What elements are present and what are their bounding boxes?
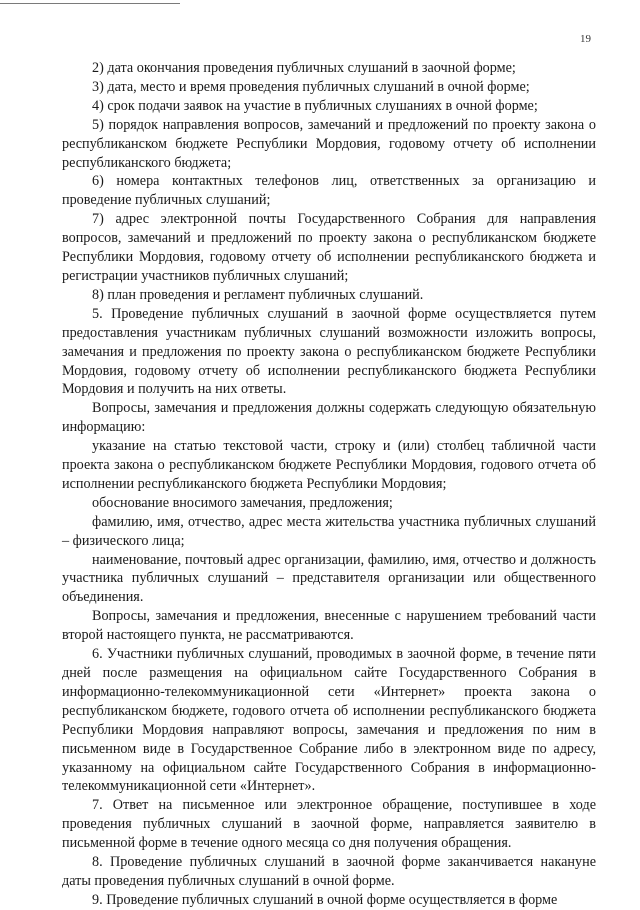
scan-edge-line xyxy=(0,3,180,4)
paragraph-individual-info: фамилию, имя, отчество, адрес места жительства участника публичных слушаний – физического лица; xyxy=(62,513,596,549)
paragraph-item-6: 6) номера контактных телефонов лиц, ответственных за организацию и проведение публичных слушаний; xyxy=(62,173,596,209)
paragraph-item-3: 3) дата, место и время проведения публичных слушаний в очной форме; xyxy=(92,78,530,95)
paragraph-clause-8: 8. Проведение публичных слушаний в заочной форме заканчивается накануне даты проведения публичных слушаний в очной форме. xyxy=(62,854,596,889)
paragraph-violations: Вопросы, замечания и предложения, внесенные с нарушением требований части второй настоящего пункта, не рассматриваются. xyxy=(62,608,596,644)
paragraph-organization-info: наименование, почтовый адрес организации, фамилию, имя, отчество и должность участника публичных слушаний – представителя организации или общественного объединения. xyxy=(62,551,596,606)
page-number: 19 xyxy=(580,33,591,45)
paragraph-clause-7: 7. Ответ на письменное или электронное обращение, поступившее в ходе проведения публичных слушаний в заочной форме, направляется заявителю в письменной форме в течение одного месяца со дня получения обращения. xyxy=(62,797,596,852)
paragraph-clause-9: 9. Проведение публичных слушаний в очной форме осуществляется в форме xyxy=(92,891,558,908)
paragraph-article-reference: указание на статью текстовой части, строку и (или) столбец табличной части проекта закона о республиканском бюджете Республики Мордовия, годового отчета об исполнении республиканского бюджета Республики Мордовия; xyxy=(62,438,596,492)
paragraph-item-4: 4) срок подачи заявок на участие в публичных слушаниях в очной форме; xyxy=(92,97,538,114)
paragraph-justification: обоснование вносимого замечания, предложения; xyxy=(92,494,393,511)
paragraph-item-7: 7) адрес электронной почты Государственного Собрания для направления вопросов, замечаний и предложений по проекту закона о республиканском бюджете Республики Мордовия, годовому отчету об исполнении республиканского бюджета и регистрации участников публичных слушаний; xyxy=(62,211,596,284)
paragraph-item-5: 5) порядок направления вопросов, замечаний и предложений по проекту закона о республиканском бюджете Республики Мордовия, годовому отчету об исполнении республиканского бюджета; xyxy=(62,116,596,171)
paragraph-required-info: Вопросы, замечания и предложения должны содержать следующую обязательную информацию: xyxy=(62,400,596,436)
paragraph-clause-6: 6. Участники публичных слушаний, проводимых в заочной форме, в течение пяти дней после размещения на официальном сайте Государственного Собрания в информационно-телекоммуникационной сети «Интернет» проекта закона о республиканском бюджете, годового отчета об исполнении республиканского бюджета Республики Мордовия направляют вопросы, замечания и предложения по ним в письменном виде в Государственное Собрание либо в электронном виде по адресу, указанному на официальном сайте Государственного Собрания в информационно-телекоммуникационной сети «Интернет». xyxy=(62,646,596,795)
paragraph-clause-5: 5. Проведение публичных слушаний в заочной форме осуществляется путем предоставления участникам публичных слушаний возможности изложить вопросы, замечания и предложения по проекту закона о республиканском бюджете Республики Мордовия, годовому отчету об исполнении республиканского бюджета Республики Мордовия и получить на них ответы. xyxy=(62,305,596,398)
paragraph-item-2: 2) дата окончания проведения публичных слушаний в заочной форме; xyxy=(92,60,516,76)
document-body xyxy=(62,59,596,910)
paragraph-item-8: 8) план проведения и регламент публичных слушаний. xyxy=(92,286,424,303)
